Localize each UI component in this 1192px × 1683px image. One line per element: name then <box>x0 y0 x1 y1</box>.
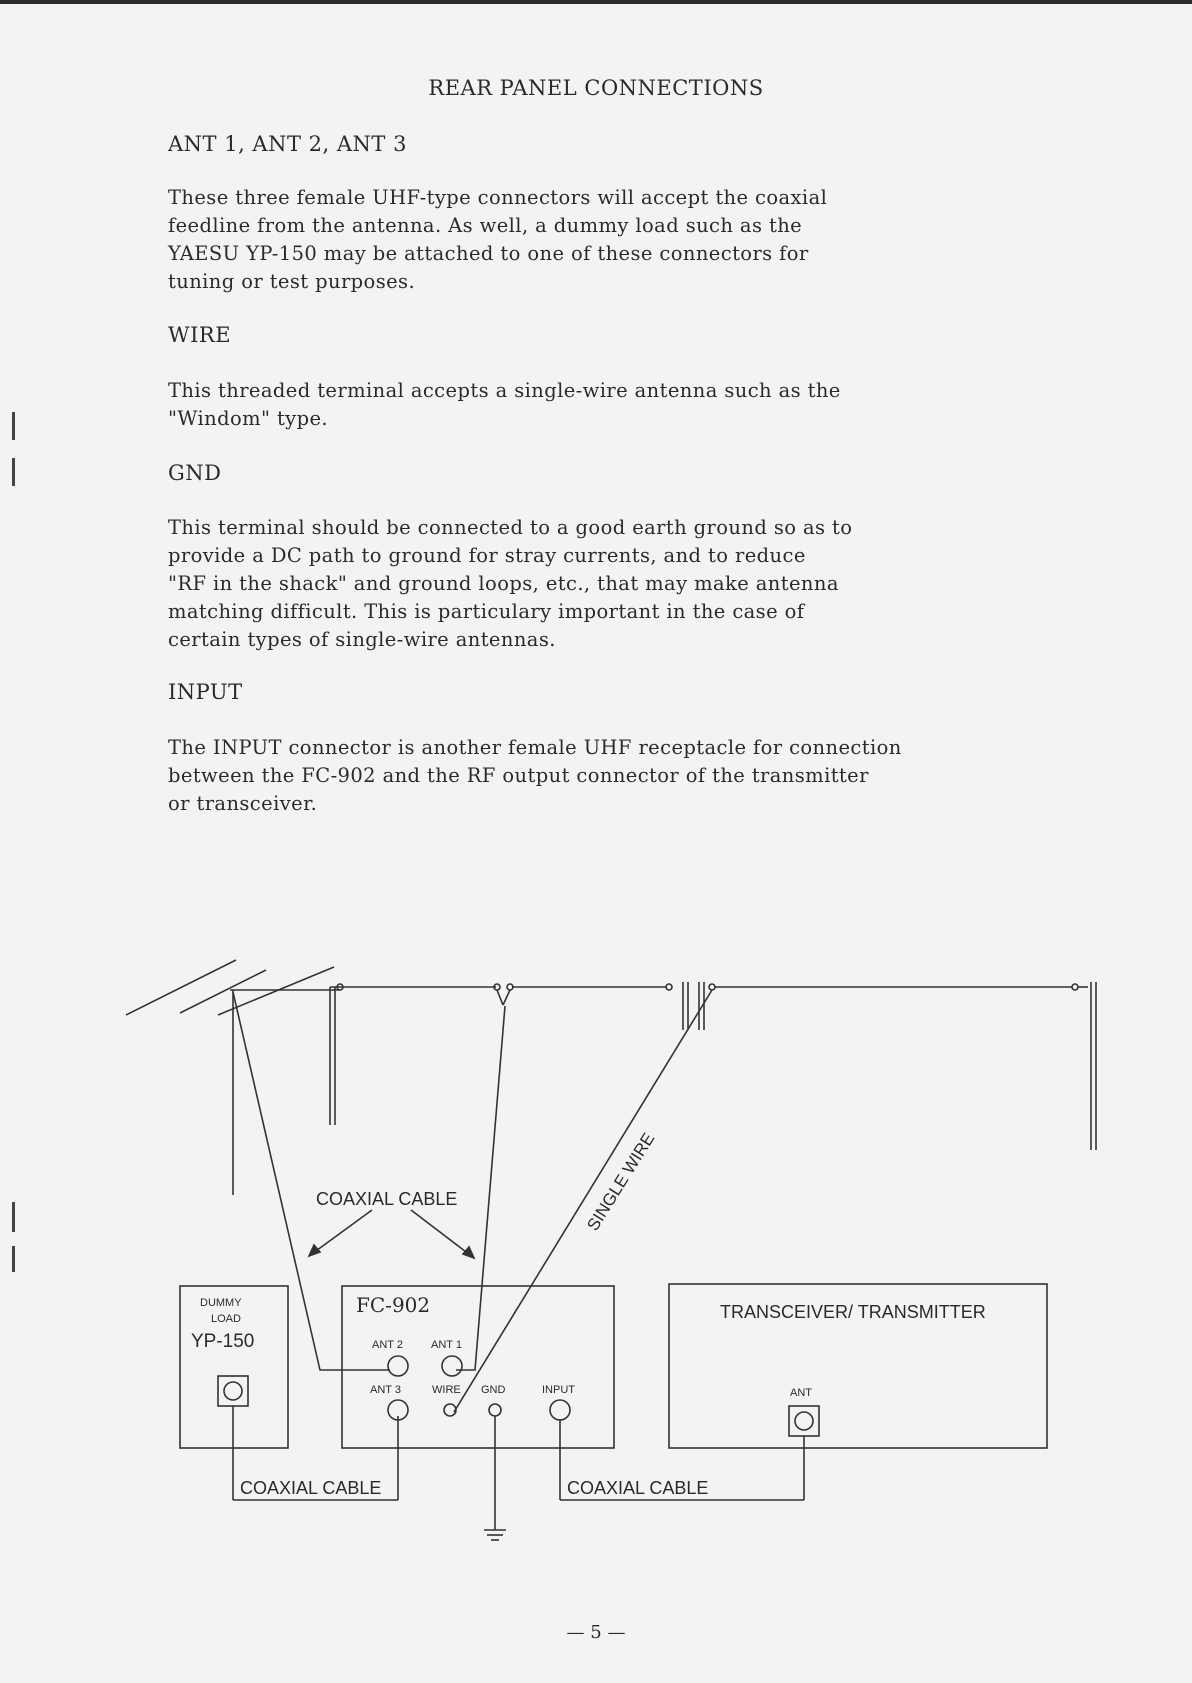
text-line: or transceiver. <box>168 792 318 815</box>
text-line: provide a DC path to ground for stray currents, and to reduce <box>168 544 806 567</box>
ant1-connector-icon <box>442 1356 462 1376</box>
gnd-terminal-icon <box>489 1404 501 1416</box>
input-connector-icon <box>550 1400 570 1420</box>
section-heading-input: INPUT <box>168 680 243 704</box>
transceiver-ant-label: ANT <box>790 1387 812 1399</box>
text-line: This terminal should be connected to a good earth ground so as to <box>168 516 853 539</box>
arrow-icon <box>309 1210 372 1256</box>
gnd-label: GND <box>481 1384 506 1396</box>
coax-line-ant1 <box>456 1006 505 1370</box>
coaxial-cable-label-left: COAXIAL CABLE <box>240 1478 382 1498</box>
text-line: between the FC-902 and the RF output connector of the transmitter <box>168 764 869 787</box>
section-heading-gnd: GND <box>168 461 222 485</box>
text-line: YAESU YP-150 may be attached to one of these connectors for <box>168 242 809 265</box>
text-line: "Windom" type. <box>168 407 329 430</box>
section-heading-wire: WIRE <box>168 323 232 347</box>
single-wire-label: SINGLE WIRE <box>583 1129 659 1235</box>
wire-terminal-icon <box>444 1404 456 1416</box>
input-label: INPUT <box>542 1384 575 1396</box>
text-line: matching difficult. This is particulary important in the case of <box>168 600 805 623</box>
dipole-antenna-icon <box>330 982 688 1125</box>
text-line: certain types of single-wire antennas. <box>168 628 556 651</box>
single-wire-line <box>454 990 712 1412</box>
single-wire-antenna-icon <box>699 982 1096 1150</box>
dummy-load-label: LOAD <box>211 1313 241 1325</box>
dummy-load-model: YP-150 <box>191 1331 255 1352</box>
connector-icon <box>789 1406 819 1436</box>
dummy-load-box <box>180 1286 288 1448</box>
arrow-icon <box>411 1210 474 1258</box>
connector-icon <box>218 1376 248 1406</box>
transceiver-title: TRANSCEIVER/ TRANSMITTER <box>720 1302 986 1322</box>
coaxial-cable-label: COAXIAL CABLE <box>316 1189 458 1209</box>
ground-icon <box>484 1416 506 1540</box>
text-line: The INPUT connector is another female UHF receptacle for connection <box>168 736 902 759</box>
page-title: REAR PANEL CONNECTIONS <box>428 76 764 100</box>
fc902-model: FC-902 <box>356 1293 431 1317</box>
ant2-connector-icon <box>388 1356 408 1376</box>
text-line: "RF in the shack" and ground loops, etc., that may make antenna <box>168 572 839 595</box>
ant2-label: ANT 2 <box>372 1339 403 1351</box>
page-number: — 5 — <box>566 1622 626 1643</box>
wire-label: WIRE <box>432 1384 461 1396</box>
ant3-label: ANT 3 <box>370 1384 401 1396</box>
text-line: These three female UHF-type connectors will accept the coaxial <box>168 186 828 209</box>
ant1-label: ANT 1 <box>431 1339 462 1351</box>
coaxial-cable-label-right: COAXIAL CABLE <box>567 1478 709 1498</box>
text-line: tuning or test purposes. <box>168 270 416 293</box>
section-heading-ant: ANT 1, ANT 2, ANT 3 <box>168 132 407 156</box>
connector-icon <box>795 1412 813 1430</box>
text-line: feedline from the antenna. As well, a dummy load such as the <box>168 214 803 237</box>
connector-icon <box>224 1382 242 1400</box>
dummy-load-label: DUMMY <box>200 1297 242 1309</box>
text-line: This threaded terminal accepts a single-wire antenna such as the <box>168 379 841 402</box>
